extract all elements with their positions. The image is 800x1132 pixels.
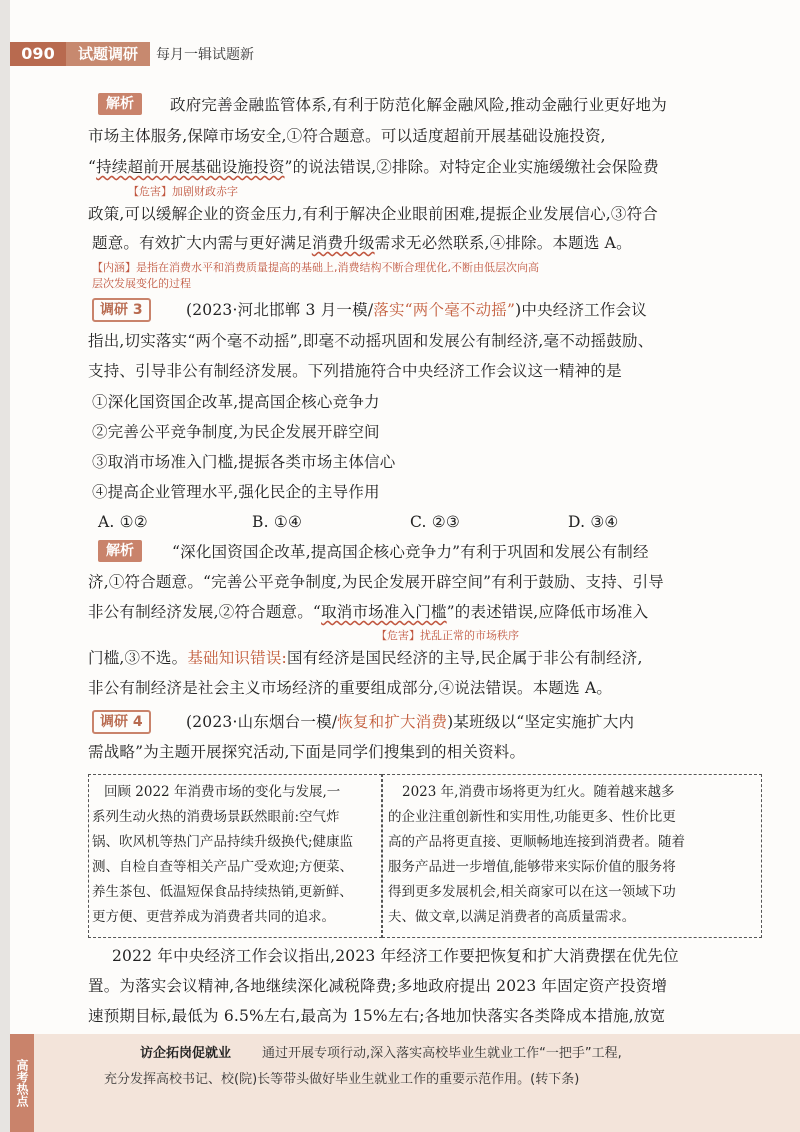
q4-line1: (2023·山东烟台一模/恢复和扩大消费)某班级以“坚定实施扩大内 [186, 713, 635, 731]
q4-line2: 需战略”为主题开展探究活动,下面是同学们搜集到的相关资料。 [88, 743, 526, 761]
analysis-tag: 解析 [98, 540, 142, 562]
q4-paragraph-2: 置。为落实会议精神,各地继续深化减税降费;多地政府提出 2023 年固定资产投资增 [88, 977, 668, 995]
page-number: 090 [10, 42, 66, 66]
series-title: 每月一辑试题新 [156, 47, 254, 63]
analysis1-line4: 政策,可以缓解企业的资金压力,有利于解决企业眼前困难,提振企业发展信心,③符合 [88, 205, 659, 223]
hot-topic-label: 高考热点 [10, 1034, 34, 1132]
footer-title: 访企拓岗促就业 [140, 1046, 232, 1061]
footer-line1: 通过开展专项行动,深入落实高校毕业生就业工作“一把手”工程, [262, 1046, 622, 1061]
q3-option-4: ④提高企业管理水平,强化民企的主导作用 [92, 483, 380, 501]
annotation-meaning-2: 层次发展变化的过程 [92, 277, 191, 290]
q3-option-2: ②完善公平竞争制度,为民企发展开辟空间 [92, 423, 380, 441]
analysis2-line2: 济,①符合题意。“完善公平竞争制度,为民企发展开辟空间”有利于鼓励、支持、引导 [88, 573, 665, 591]
analysis2-line1: “深化国资国企改革,提高国企核心竞争力”有利于巩固和发展公有制经 [172, 543, 649, 561]
analysis1-line3: “持续超前开展基础设施投资”的说法错误,②排除。对特定企业实施缓缴社会保险费 [88, 158, 659, 176]
question-tag: 调研 3 [92, 298, 151, 322]
error-phrase: 持续超前开展基础设施投资 [96, 158, 285, 176]
section-title: 试题调研 [66, 42, 150, 66]
analysis1-line1: 政府完善金融监管体系,有利于防范化解金融风险,推动金融行业更好地为 [170, 96, 667, 114]
analysis1-line2: 市场主体服务,保障市场安全,①符合题意。可以适度超前开展基础设施投资, [88, 127, 606, 145]
choice-d: D. ③④ [568, 513, 619, 531]
q3-line2: 指出,切实落实“两个毫不动摇”,即毫不动摇巩固和发展公有制经济,毫不动摇鼓励、 [88, 332, 654, 350]
analysis-tag: 解析 [98, 93, 142, 115]
choice-b: B. ①④ [252, 513, 303, 531]
annotation-harm: 【危害】扰乱正常的市场秩序 [376, 629, 519, 642]
annotation-meaning-1: 【内涵】是指在消费水平和消费质量提高的基础上,消费结构不断合理优化,不断由低层次向高 [92, 261, 539, 274]
analysis2-line4: 门槛,③不选。基础知识错误:国有经济是国民经济的主导,民企属于非公有制经济, [88, 649, 643, 667]
question-tag: 调研 4 [92, 710, 151, 734]
q4-paragraph-3: 速预期目标,最低为 6.5%左右,最高为 15%左右;各地加快落实各类降成本措施,放宽 [88, 1007, 666, 1025]
key-term: 消费升级 [311, 234, 375, 252]
q3-line1: (2023·河北邯郸 3 月一模/落实“两个毫不动摇”)中央经济工作会议 [186, 301, 647, 319]
analysis2-line5: 非公有制经济是社会主义市场经济的重要组成部分,④说法错误。本题选 A。 [88, 679, 613, 697]
annotation-harm: 【危害】加剧财政赤字 [128, 185, 238, 198]
footer-line2: 充分发挥高校书记、校(院)长等带头做好毕业生就业工作的重要示范作用。(转下条) [104, 1072, 580, 1087]
choice-a: A. ①② [98, 513, 148, 531]
q4-paragraph-1: 2022 年中央经济工作会议指出,2023 年经济工作要把恢复和扩大消费摆在优先位 [112, 947, 679, 965]
q3-line3: 支持、引导非公有制经济发展。下列措施符合中央经济工作会议这一精神的是 [88, 362, 622, 380]
choice-c: C. ②③ [410, 513, 460, 531]
error-phrase: 取消市场准入门槛 [321, 603, 447, 621]
q3-option-3: ③取消市场准入门槛,提振各类市场主体信心 [92, 453, 396, 471]
analysis1-line5: 题意。有效扩大内需与更好满足消费升级需求无必然联系,④排除。本题选 A。 [92, 234, 632, 252]
analysis2-line3: 非公有制经济发展,②符合题意。“取消市场准入门槛”的表述错误,应降低市场准入 [88, 603, 649, 621]
q3-option-1: ①深化国资国企改革,提高国企核心竞争力 [92, 393, 380, 411]
